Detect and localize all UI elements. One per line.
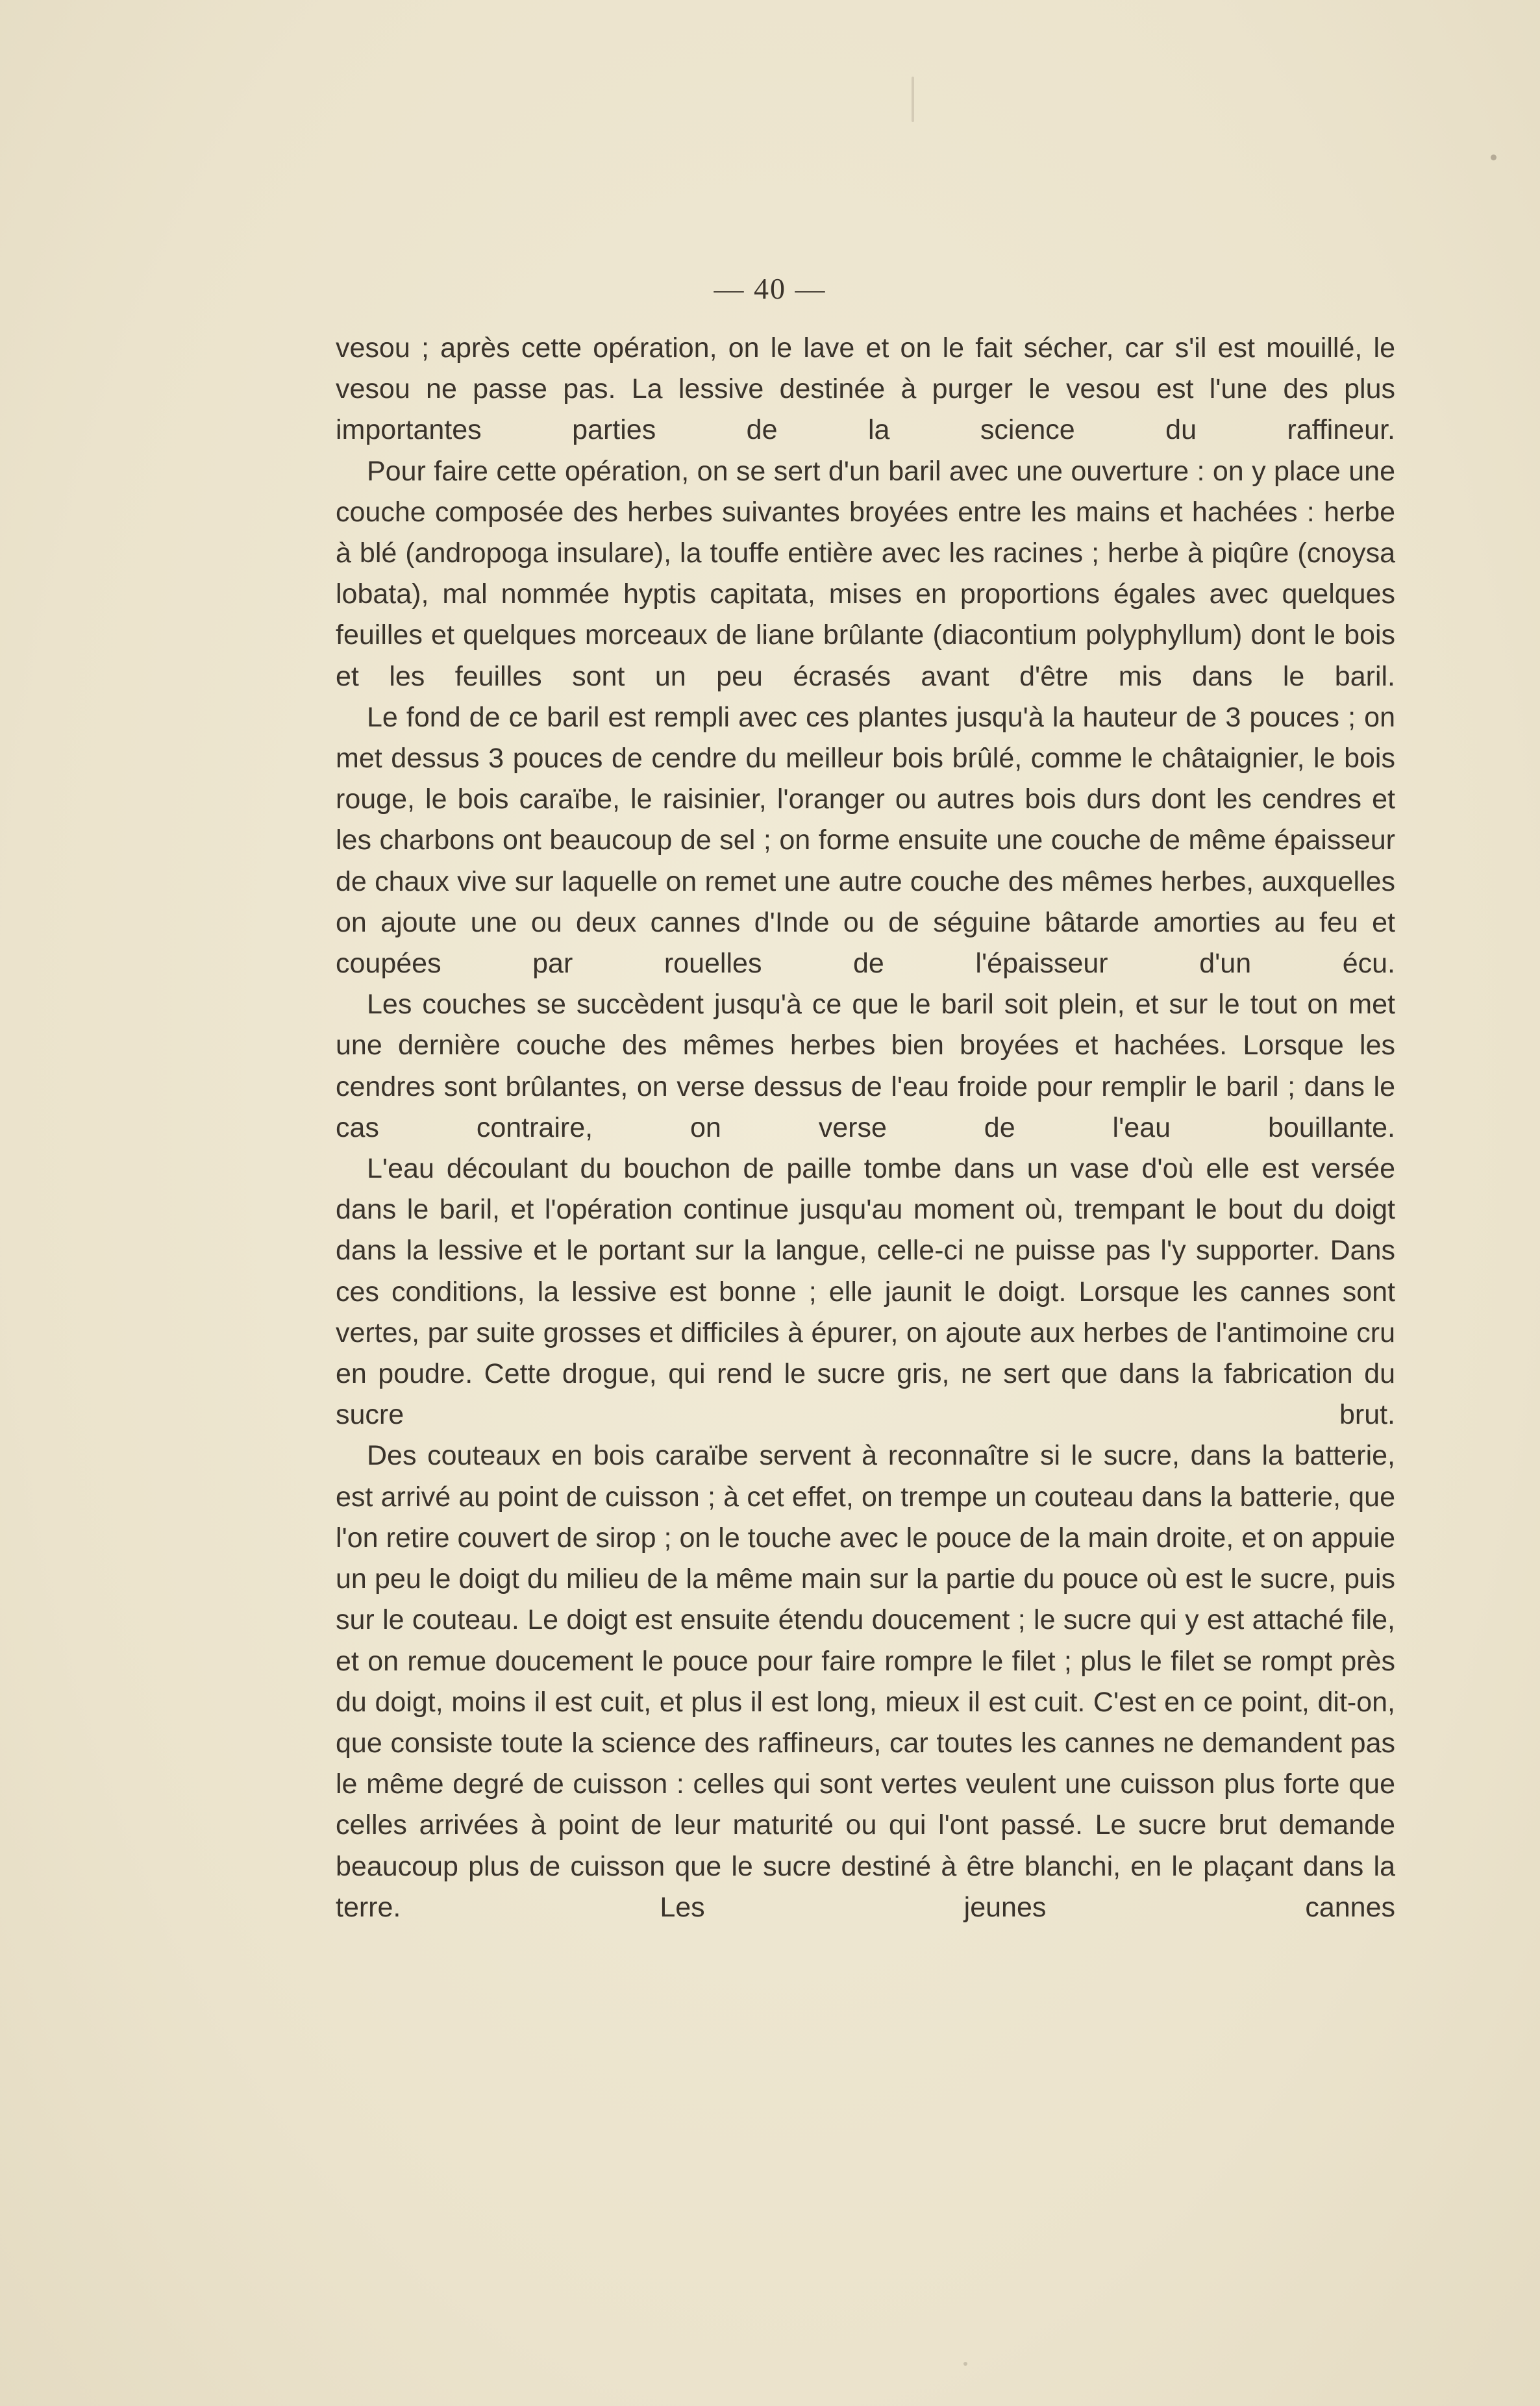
paragraph: Les couches se succèdent jusqu'à ce que le baril soit plein, et sur le tout on met une dernière couche des mêmes herbes bien broyées et hachées. Lorsque les cendres sont brûlantes, on verse dessus de l'eau froide pour remplir le baril ; dans le cas contraire, on verse de l'eau bouillante. <box>336 989 1395 1143</box>
page-number: — 40 — <box>714 272 826 305</box>
paragraph: vesou ; après cette opération, on le lave et on le fait sécher, car s'il est mouillé, le vesou ne passe pas. La lessive destinée à purger le vesou est l'une des plus importantes parties de la science du raffineur. <box>336 332 1395 446</box>
body-text <box>336 328 1395 1928</box>
scan-speck <box>963 2362 967 2366</box>
paragraph: L'eau découlant du bouchon de paille tombe dans un vase d'où elle est versée dans le baril, et l'opération continue jusqu'au moment où, trempant le bout du doigt dans la lessive et le portant sur la langue, celle-ci ne puisse pas l'y supporter. Dans ces conditions, la lessive est bonne ; elle jaunit le doigt. Lorsque les cannes sont vertes, par suite grosses et difficiles à épurer, on ajoute aux herbes de l'antimoine cru en poudre. Cette drogue, qui rend le sucre gris, ne sert que dans la fabrication du sucre brut. <box>336 1153 1395 1431</box>
paragraph: Des couteaux en bois caraïbe servent à reconnaître si le sucre, dans la batterie, est arrivé au point de cuisson ; à cet effet, on trempe un couteau dans la batterie, que l'on retire couvert de sirop ; on le touche avec le pouce de la main droite, et on appuie un peu le doigt du milieu de la même main sur la partie du pouce où est le sucre, puis sur le couteau. Le doigt est ensuite étendu doucement ; le sucre qui y est attaché file, et on remue doucement le pouce pour faire rompre le filet ; plus le filet se rompt près du doigt, moins il est cuit, et plus il est long, mieux il est cuit. C'est en ce point, dit-on, que consiste toute la science des raffineurs, car toutes les cannes ne demandent pas le même degré de cuisson : celles qui sont vertes veulent une cuisson plus forte que celles arrivées à point de leur maturité ou qui l'ont passé. Le sucre brut demande beaucoup plus de cuisson que le sucre destiné à être blanchi, en le plaçant dans la terre. Les jeunes cannes <box>336 1440 1395 1923</box>
scan-speck <box>1491 155 1497 160</box>
paragraph: Le fond de ce baril est rempli avec ces plantes jusqu'à la hauteur de 3 pouces ; on met dessus 3 pouces de cendre du meilleur bois brûlé, comme le châtaignier, le bois rouge, le bois caraïbe, le raisinier, l'oranger ou autres bois durs dont les cendres et les charbons ont beaucoup de sel ; on forme ensuite une couche de même épaisseur de chaux vive sur laquelle on remet une autre couche des mêmes herbes, auxquelles on ajoute une ou deux cannes d'Inde ou de séguine bâtarde amorties au feu et coupées par rouelles de l'épaisseur d'un écu. <box>336 701 1395 980</box>
scan-speck <box>912 77 914 122</box>
paragraph: Pour faire cette opération, on se sert d'un baril avec une ouverture : on y place une couche composée des herbes suivantes broyées entre les mains et hachées : herbe à blé (andropoga insulare), la touffe entière avec les racines ; herbe à piqûre (cnoysa lobata), mal nommée hyptis capitata, mises en proportions égales avec quelques feuilles et quelques morceaux de liane brûlante (diacontium polyphyllum) dont le bois et les feuilles sont un peu écrasés avant d'être mis dans le baril. <box>336 455 1395 692</box>
